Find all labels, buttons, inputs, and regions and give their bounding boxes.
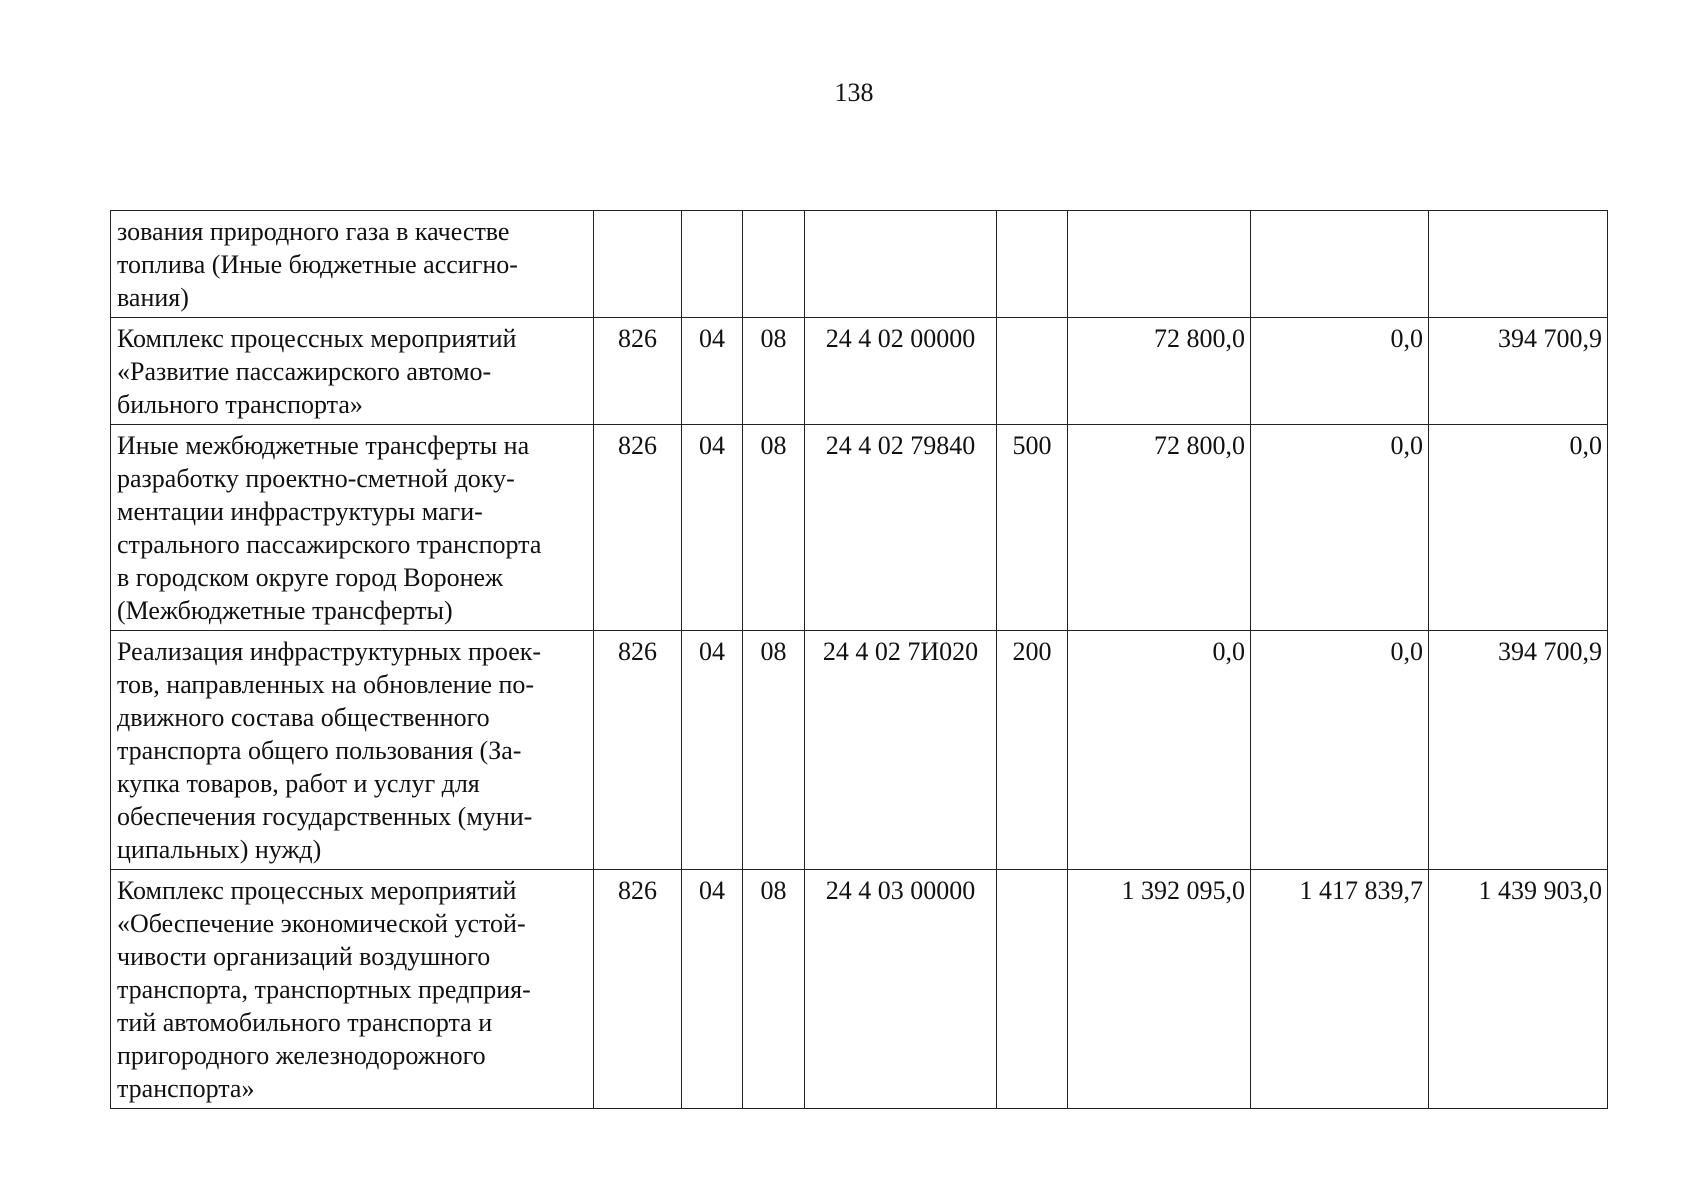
amount-year-2: 0,0 [1251,318,1429,425]
amount-year-1: 1 392 095,0 [1068,870,1251,1109]
target-code [805,211,997,318]
ministry-code: 826 [594,631,682,870]
target-code: 24 4 03 00000 [805,870,997,1109]
subsection-code: 08 [743,318,805,425]
row-name: зования природного газа в качестве топлива (Иные бюджетные ассигно- вания) [111,211,594,318]
row-name: Комплекс процессных мероприятий «Развитие пассажирского автомо- бильного транспорта» [111,318,594,425]
target-code: 24 4 02 79840 [805,425,997,631]
section-code: 04 [682,425,743,631]
ministry-code [594,211,682,318]
row-name: Реализация инфраструктурных проек- тов, направленных на обновление по- движного состава общественного транспорта общего пользования (За- купка товаров, работ и услуг для обеспечения государственных (муни- ципальных) нужд) [111,631,594,870]
expense-type-code: 500 [997,425,1068,631]
ministry-code: 826 [594,425,682,631]
subsection-code [743,211,805,318]
amount-year-1: 72 800,0 [1068,425,1251,631]
section-code: 04 [682,318,743,425]
amount-year-1 [1068,211,1251,318]
table-row [111,870,1608,1109]
amount-year-3: 394 700,9 [1429,318,1608,425]
amount-year-3: 0,0 [1429,425,1608,631]
amount-year-2: 1 417 839,7 [1251,870,1429,1109]
amount-year-2: 0,0 [1251,425,1429,631]
amount-year-3: 394 700,9 [1429,631,1608,870]
budget-table [110,210,1608,1109]
table-row [111,631,1608,870]
amount-year-2 [1251,211,1429,318]
expense-type-code [997,870,1068,1109]
subsection-code: 08 [743,870,805,1109]
amount-year-3 [1429,211,1608,318]
row-name: Иные межбюджетные трансферты на разработку проектно-сметной доку- ментации инфраструктуры маги- стрального пассажирского транспорта в городском округе город Воронеж (Межбюджетные трансферты) [111,425,594,631]
expense-type-code: 200 [997,631,1068,870]
ministry-code: 826 [594,318,682,425]
row-name: Комплекс процессных мероприятий «Обеспечение экономической устой- чивости организаций воздушного транспорта, транспортных предприя- тий автомобильного транспорта и пригородного железнодорожного транспорта» [111,870,594,1109]
section-code: 04 [682,631,743,870]
table-row [111,211,1608,318]
target-code: 24 4 02 7И020 [805,631,997,870]
page-number: 138 [834,78,874,107]
ministry-code: 826 [594,870,682,1109]
section-code: 04 [682,870,743,1109]
target-code: 24 4 02 00000 [805,318,997,425]
amount-year-3: 1 439 903,0 [1429,870,1608,1109]
table-row [111,318,1608,425]
section-code [682,211,743,318]
amount-year-2: 0,0 [1251,631,1429,870]
subsection-code: 08 [743,425,805,631]
table-row [111,425,1608,631]
expense-type-code [997,318,1068,425]
amount-year-1: 0,0 [1068,631,1251,870]
expense-type-code [997,211,1068,318]
amount-year-1: 72 800,0 [1068,318,1251,425]
subsection-code: 08 [743,631,805,870]
